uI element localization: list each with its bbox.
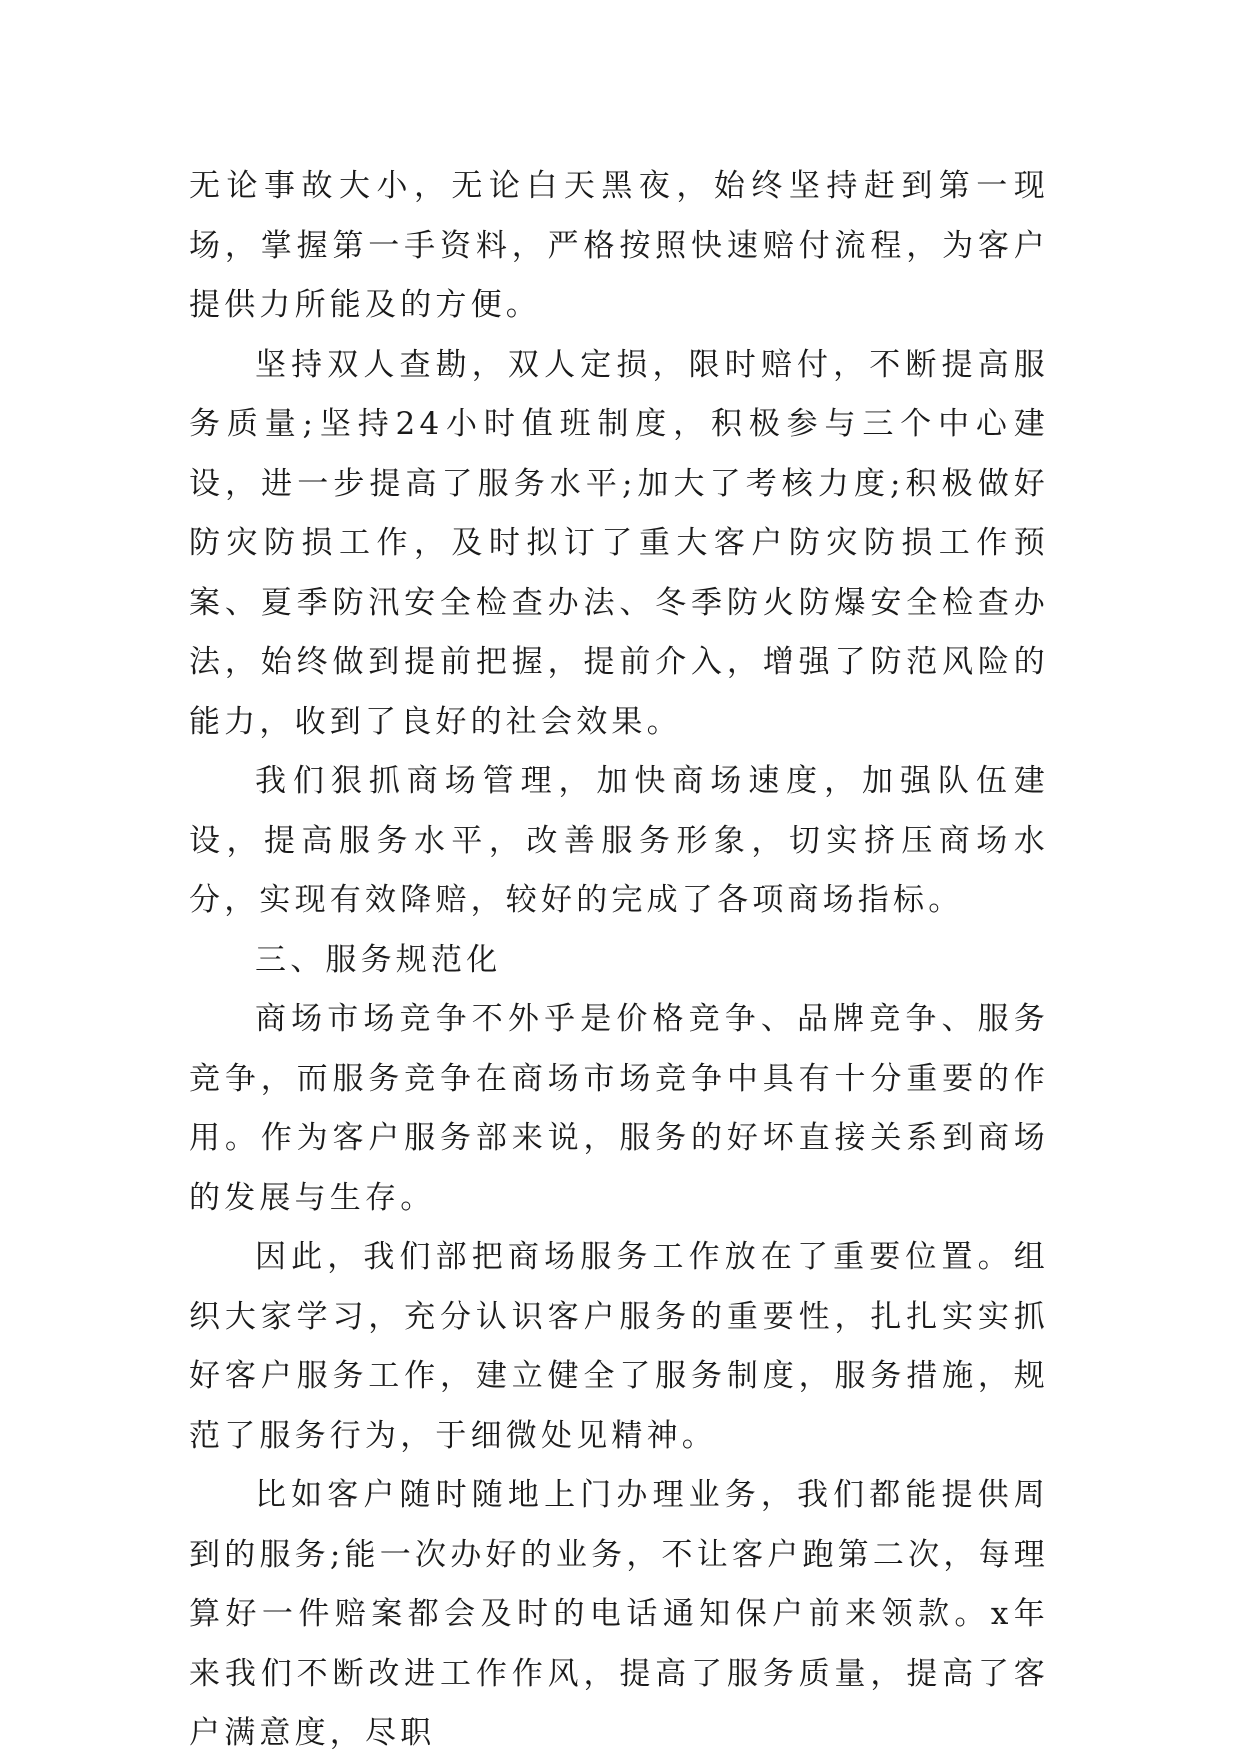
paragraph-example: 比如客户随时随地上门办理业务，我们都能提供周到的服务;能一次办好的业务，不让客户跑第二次，每理算好一件赔案都会及时的电话通知保户前来领款。x年来我们不断改进工作作风，提高了服务质量，提高了客户满意度，尽职 — [189, 1477, 1049, 1751]
paragraph-competition: 商场市场竞争不外乎是价格竞争、品牌竞争、服务竞争，而服务竞争在商场市场竞争中具有十分重要的作用。作为客户服务部来说，服务的好坏直接关系到商场的发展与生存。 — [189, 1001, 1049, 1216]
document-body — [189, 157, 1049, 1764]
paragraph-service-quality: 坚持双人查勘，双人定损，限时赔付，不断提高服务质量;坚持24小时值班制度，积极参与三个中心建设，进一步提高了服务水平;加大了考核力度;积极做好防灾防损工作，及时拟订了重大客户防灾防损工作预案、夏季防汛安全检查办法、冬季防火防爆安全检查办法，始终做到提前把握，提前介入，增强了防范风险的能力，收到了良好的社会效果。 — [189, 346, 1049, 740]
paragraph-continued: 无论事故大小，无论白天黑夜，始终坚持赶到第一现场，掌握第一手资料，严格按照快速赔付流程，为客户提供力所能及的方便。 — [189, 168, 1049, 323]
paragraph-priority: 因此，我们部把商场服务工作放在了重要位置。组织大家学习，充分认识客户服务的重要性，扎扎实实抓好客户服务工作，建立健全了服务制度，服务措施，规范了服务行为，于细微处见精神。 — [189, 1239, 1049, 1454]
paragraph-management: 我们狠抓商场管理，加快商场速度，加强队伍建设，提高服务水平，改善服务形象，切实挤压商场水分，实现有效降赔，较好的完成了各项商场指标。 — [189, 763, 1049, 918]
section-heading: 三、服务规范化 — [255, 941, 502, 978]
